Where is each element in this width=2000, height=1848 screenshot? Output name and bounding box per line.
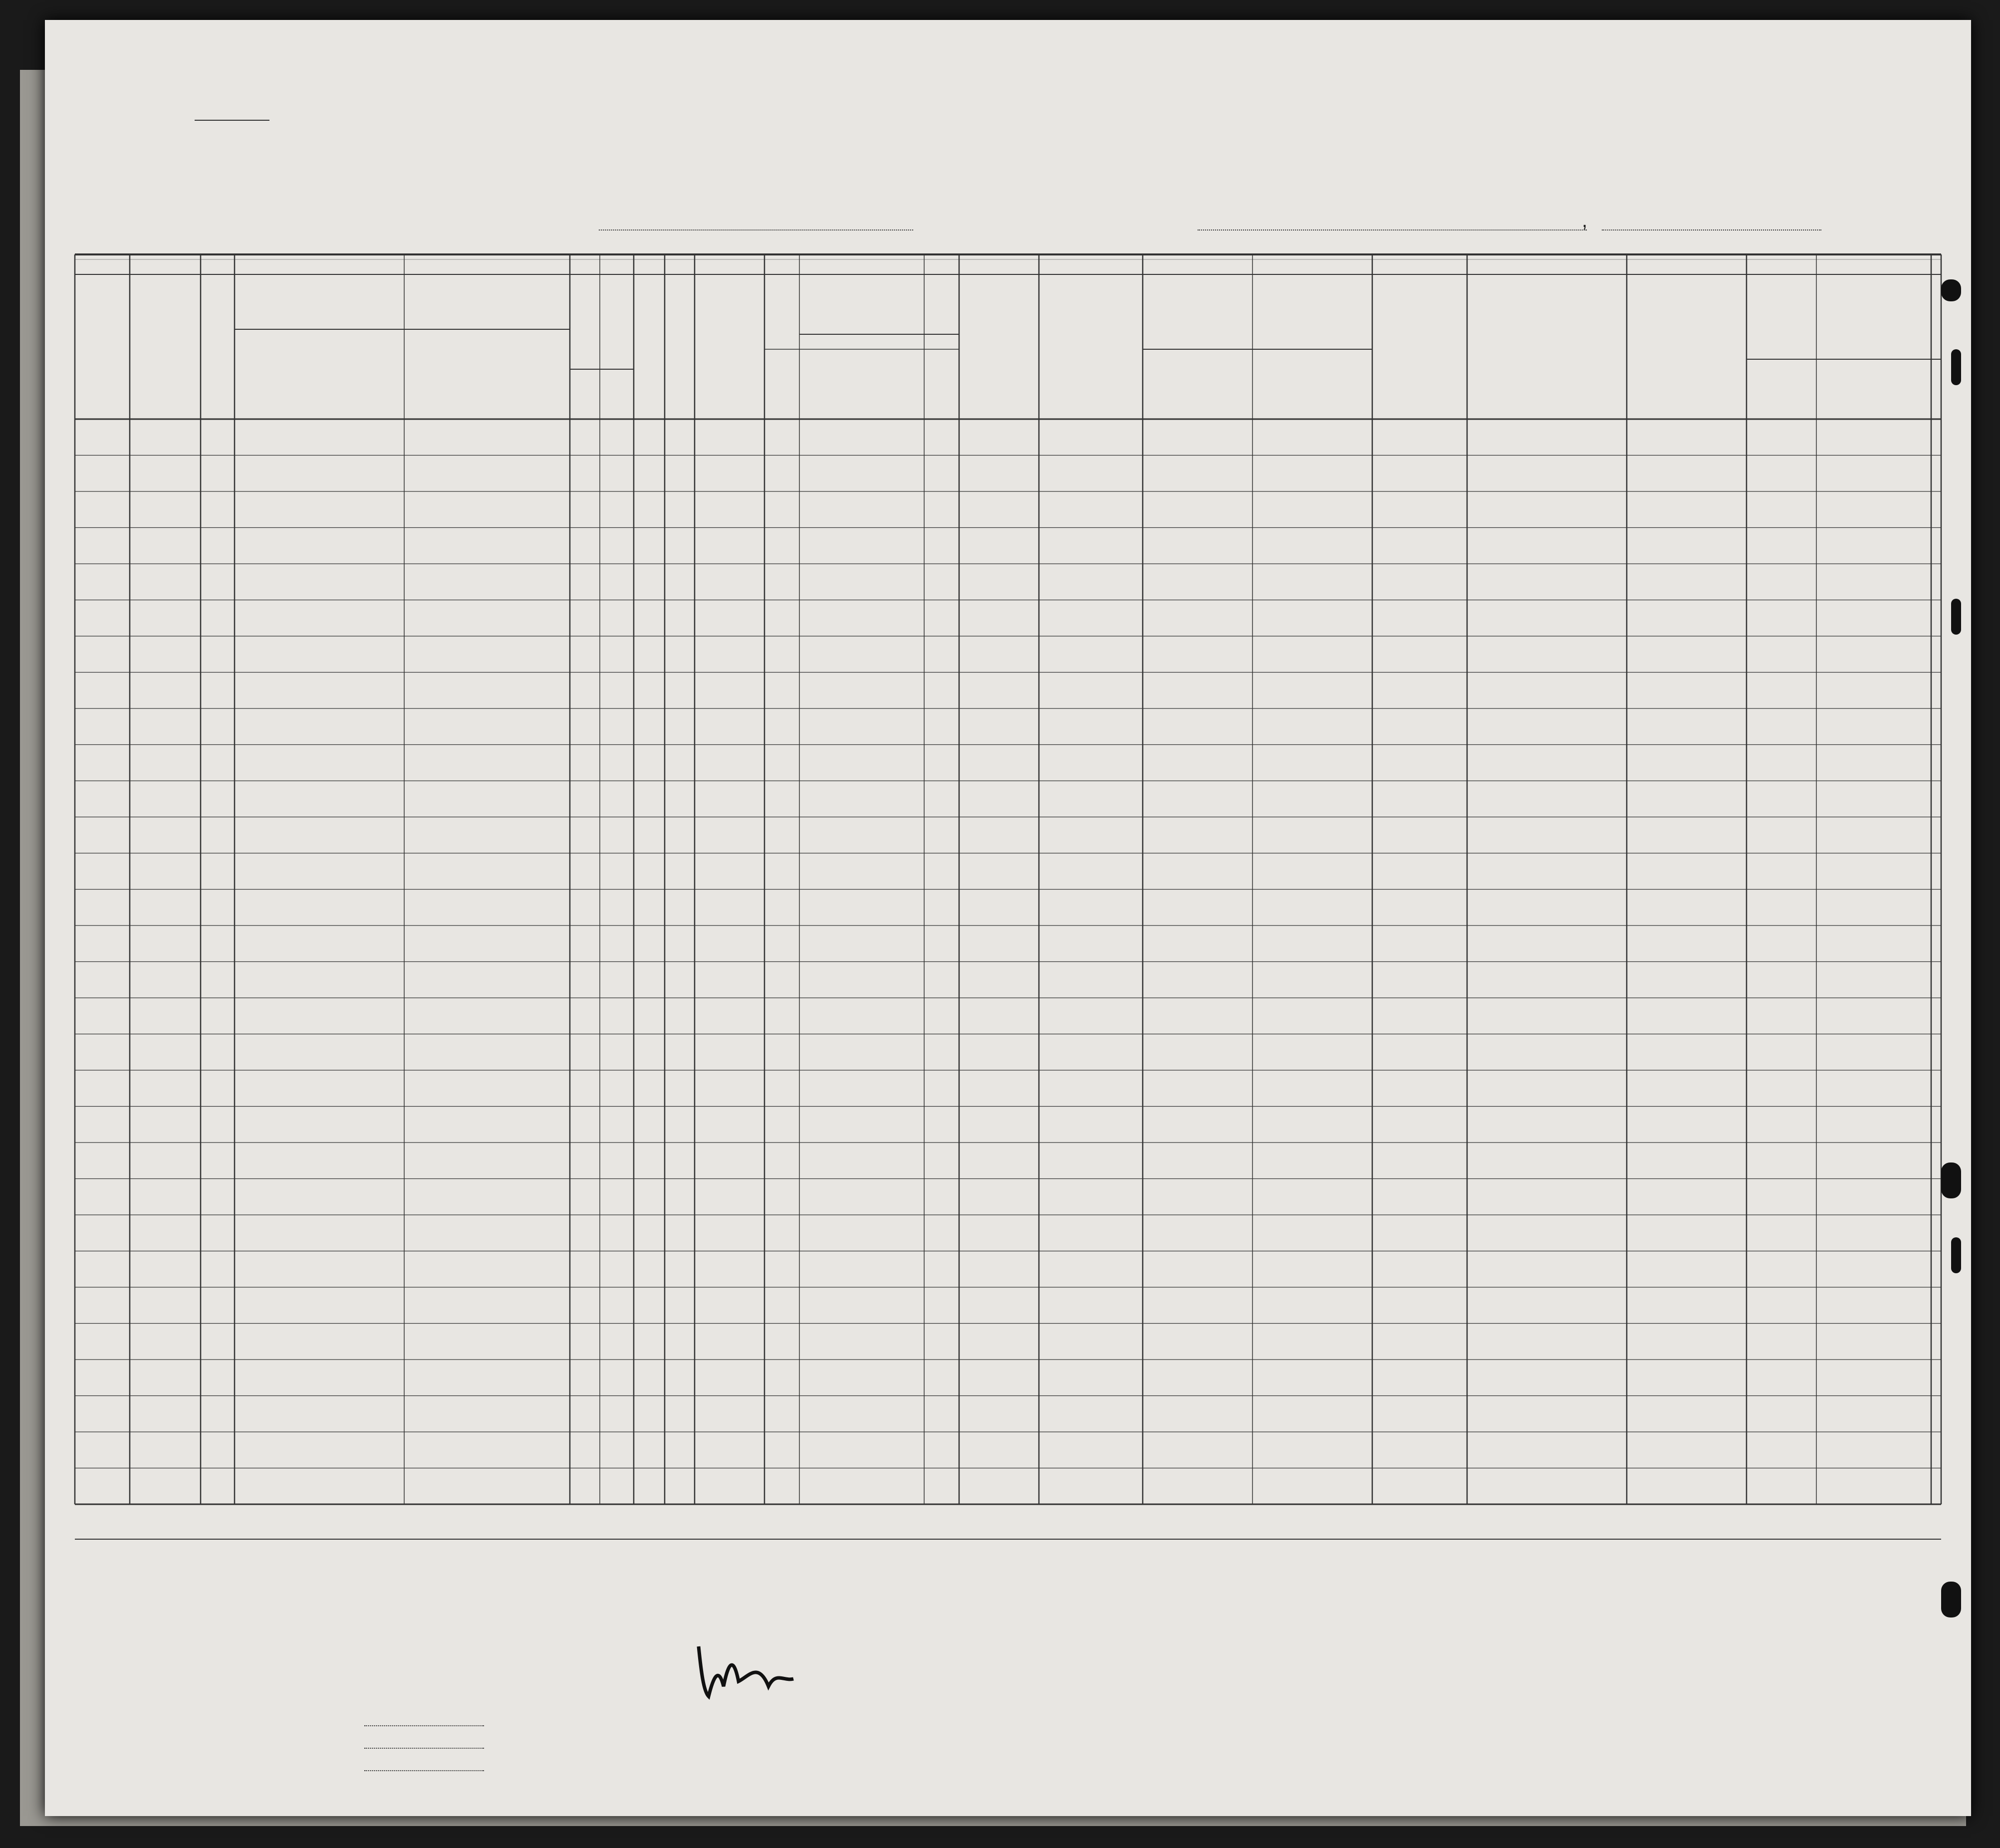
binder-hole-5 <box>1951 1237 1961 1273</box>
purser-signature <box>689 1631 818 1706</box>
header-city <box>1252 379 1372 399</box>
header-res-city <box>1816 389 1931 409</box>
header-name-in-full <box>245 284 574 314</box>
header-no-on-list <box>75 279 130 409</box>
header-able-to <box>808 314 968 339</box>
binder-hole-2 <box>1951 349 1961 385</box>
header-country <box>1143 379 1252 399</box>
header-given-name <box>404 359 564 384</box>
binder-hole-4 <box>1941 1162 1961 1198</box>
header-read <box>764 379 799 399</box>
header-read-language <box>799 364 924 409</box>
header-issued-at <box>1467 349 1627 389</box>
header-head-tax-note <box>134 324 198 399</box>
manifest-page <box>45 20 1971 1816</box>
us-citizens-line <box>364 1748 484 1749</box>
header-res-country <box>1747 389 1816 409</box>
header-calling <box>695 339 764 399</box>
header-last-residence <box>1747 319 1941 369</box>
header-visa <box>1372 339 1467 399</box>
comma-1: , <box>1582 210 1588 231</box>
header-nationality <box>959 319 1039 399</box>
header-married <box>670 325 692 415</box>
header-write <box>924 379 959 399</box>
header-race <box>1039 339 1139 379</box>
binder-hole-1 <box>1941 279 1961 301</box>
header-date <box>1627 359 1747 399</box>
header-mos <box>600 379 633 399</box>
header-yrs <box>569 379 601 399</box>
aliens-line <box>364 1770 484 1771</box>
header-sex <box>634 339 665 369</box>
header-place-of-birth <box>1143 309 1377 344</box>
binder-hole-3 <box>1951 599 1961 635</box>
total-passengers-line <box>364 1725 484 1726</box>
binder-hole-6 <box>1941 1582 1961 1617</box>
header-head-tax <box>131 279 201 324</box>
header-age <box>574 304 624 329</box>
header-family-name <box>235 359 384 384</box>
